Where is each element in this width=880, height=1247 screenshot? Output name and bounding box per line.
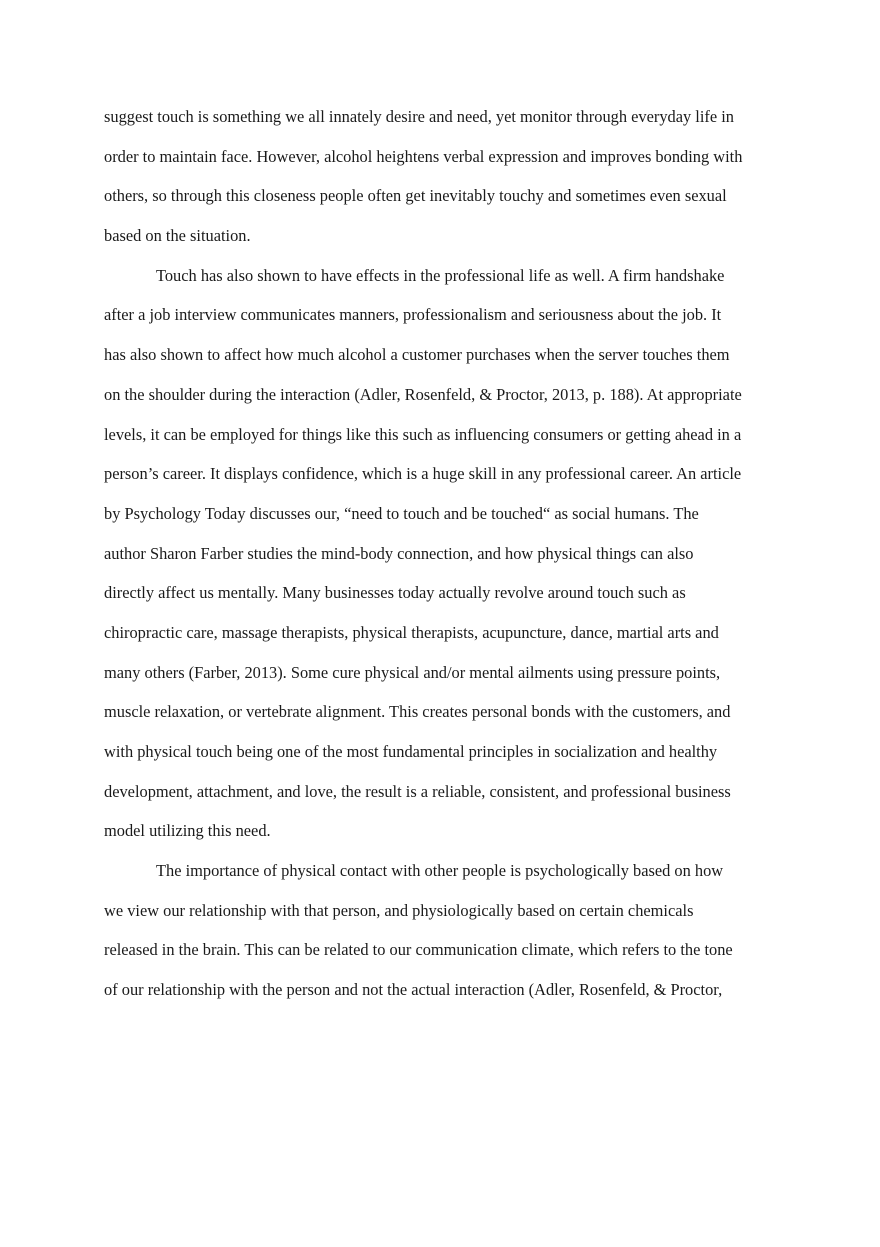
text-line-13: directly affect us mentally. Many businesses today actually revolve around touch such as — [104, 583, 686, 603]
text-line-4: based on the situation. — [104, 226, 251, 246]
text-line-12: author Sharon Farber studies the mind-body connection, and how physical things can also — [104, 543, 694, 563]
text-line-2: order to maintain face. However, alcohol heightens verbal expression and improves bonding with — [104, 146, 743, 166]
text-line-19: model utilizing this need. — [104, 821, 271, 841]
text-line-8: on the shoulder during the interaction (Adler, Rosenfeld, & Proctor, 2013, p. 188). At appropriate — [104, 384, 742, 404]
text-line-16: muscle relaxation, or vertebrate alignment. This creates personal bonds with the customers, and — [104, 702, 731, 722]
text-line-3: others, so through this closeness people often get inevitably touchy and sometimes even sexual — [104, 186, 727, 206]
text-line-9: levels, it can be employed for things like this such as influencing consumers or getting ahead in a — [104, 424, 742, 444]
text-line-5: Touch has also shown to have effects in the professional life as well. A firm handshake — [156, 265, 725, 285]
text-line-23: of our relationship with the person and not the actual interaction (Adler, Rosenfeld, & Proctor, — [104, 980, 723, 1000]
text-line-20: The importance of physical contact with other people is psychologically based on how — [156, 861, 724, 881]
text-line-14: chiropractic care, massage therapists, physical therapists, acupuncture, dance, martial arts and — [104, 622, 719, 642]
text-line-15: many others (Farber, 2013). Some cure physical and/or mental ailments using pressure points, — [104, 662, 721, 682]
text-line-22: released in the brain. This can be related to our communication climate, which refers to the tone — [104, 940, 733, 960]
text-line-7: has also shown to affect how much alcohol a customer purchases when the server touches them — [104, 345, 730, 365]
body-text — [104, 97, 784, 1010]
text-line-18: development, attachment, and love, the result is a reliable, consistent, and professional business — [104, 781, 731, 801]
text-line-21: we view our relationship with that person, and physiologically based on certain chemicals — [104, 900, 694, 920]
text-line-10: person’s career. It displays confidence, which is a huge skill in any professional career. An article — [104, 464, 742, 484]
text-line-11: by Psychology Today discusses our, “need to touch and be touched“ as social humans. The — [104, 503, 699, 523]
text-line-6: after a job interview communicates manners, professionalism and seriousness about the job. It — [104, 305, 722, 325]
text-line-1: suggest touch is something we all innately desire and need, yet monitor through everyday life in — [104, 107, 734, 126]
text-line-17: with physical touch being one of the most fundamental principles in socialization and healthy — [104, 742, 718, 761]
